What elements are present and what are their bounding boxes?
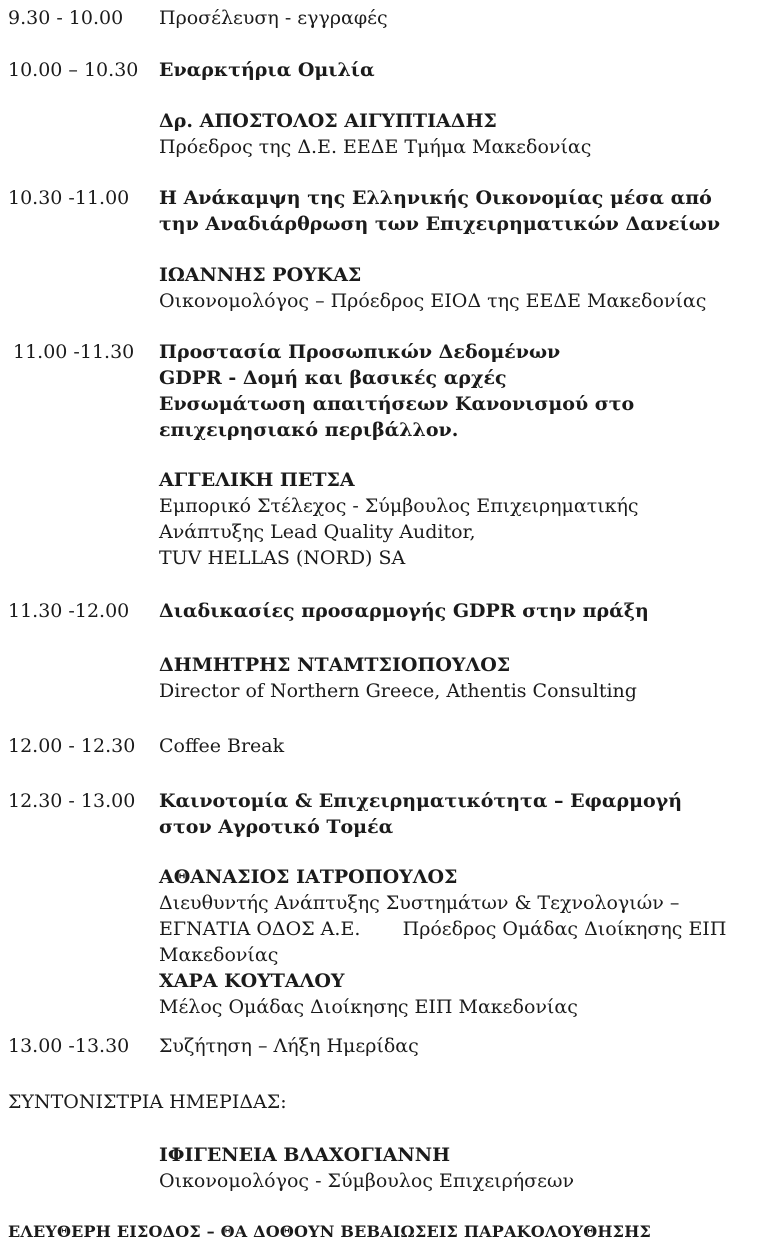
speaker-name: ΔΗΜΗΤΡΗΣ ΝΤΑΜΤΣΙΟΠΟΥΛΟΣ	[159, 654, 511, 676]
session-time: 11.30 -12.00	[8, 600, 130, 622]
speaker-name: ΧΑΡΑ ΚΟΥΤΑΛΟΥ	[159, 970, 345, 992]
session-time: 10.00 – 10.30	[8, 59, 139, 81]
session-title: την Αναδιάρθρωση των Επιχειρηματικών Δανείων	[159, 213, 721, 235]
speaker-name: ΑΘΑΝΑΣΙΟΣ ΙΑΤΡΟΠΟΥΛΟΣ	[159, 866, 458, 888]
moderator-role: Οικονομολόγος - Σύμβουλος Επιχειρήσεων	[159, 1170, 575, 1192]
speaker-name: ΙΩΑΝΝΗΣ ΡΟΥΚΑΣ	[159, 264, 362, 286]
speaker-role: Πρόεδρος της Δ.Ε. ΕΕΔΕ Τμήμα Μακεδονίας	[159, 136, 592, 158]
speaker-role: Μακεδονίας	[159, 944, 279, 966]
session-title: Εναρκτήρια Ομιλία	[159, 59, 375, 81]
speaker-role: Ανάπτυξης Lead Quality Auditor,	[159, 521, 476, 543]
session-time: 13.00 -13.30	[8, 1035, 130, 1057]
session-title: GDPR - Δομή και βασικές αρχές	[159, 367, 507, 389]
moderator-name: ΙΦΙΓΕΝΕΙΑ ΒΛΑΧΟΓΙΑΝΝΗ	[159, 1144, 451, 1166]
speaker-role: Μέλος Ομάδας Διοίκησης ΕΙΠ Μακεδονίας	[159, 996, 578, 1018]
speaker-role: Διευθυντής Ανάπτυξης Συστημάτων & Τεχνολογιών –	[159, 892, 680, 914]
session-title: στον Αγροτικό Τομέα	[159, 816, 394, 838]
session-time: 10.30 -11.00	[8, 187, 130, 209]
session-time: 12.30 - 13.00	[8, 790, 136, 812]
session-title: Προσέλευση - εγγραφές	[159, 7, 388, 29]
session-time: 12.00 - 12.30	[8, 735, 136, 757]
speaker-role: TUV HELLAS (NORD) SA	[159, 547, 406, 569]
session-title: Διαδικασίες προσαρμογής GDPR στην πράξη	[159, 600, 649, 622]
speaker-role: Director of Northern Greece, Athentis Consulting	[159, 680, 637, 702]
session-title: Συζήτηση – Λήξη Ημερίδας	[159, 1035, 419, 1057]
session-title: Καινοτομία & Επιχειρηματικότητα – Εφαρμογή	[159, 790, 683, 812]
session-title: Ενσωμάτωση απαιτήσεων Κανονισμού στο	[159, 393, 635, 415]
session-title: Coffee Break	[159, 735, 285, 757]
moderator-heading: ΣΥΝΤΟΝΙΣΤΡΙΑ ΗΜΕΡΙΔΑΣ:	[8, 1091, 287, 1113]
speaker-role: Εμπορικό Στέλεχος - Σύμβουλος Επιχειρηματικής	[159, 495, 639, 517]
speaker-role: Οικονομολόγος – Πρόεδρος ΕΙΟΔ της ΕΕΔΕ Μακεδονίας	[159, 290, 707, 312]
speaker-name: ΑΓΓΕΛΙΚΗ ΠΕΤΣΑ	[159, 469, 355, 491]
footer-note: ΕΛΕΥΘΕΡΗ ΕΙΣΟΔΟΣ – ΘΑ ΔΟΘΟΥΝ ΒΕΒΑΙΩΣΕΙΣ ΠΑΡΑΚΟΛΟΥΘΗΣΗΣ	[8, 1222, 652, 1241]
session-time: 9.30 - 10.00	[8, 7, 124, 29]
session-title: επιχειρησιακό περιβάλλον.	[159, 419, 459, 441]
speaker-role: ΕΓΝΑΤΙΑ ΟΔΟΣ Α.Ε. Πρόεδρος Ομάδας Διοίκησης ΕΙΠ	[159, 918, 727, 940]
speaker-name: Δρ. ΑΠΟΣΤΟΛΟΣ ΑΙΓΥΠΤΙΑΔΗΣ	[159, 110, 497, 132]
session-title: Προστασία Προσωπικών Δεδομένων	[159, 341, 561, 363]
session-title: Η Ανάκαμψη της Ελληνικής Οικονομίας μέσα από	[159, 187, 712, 209]
session-time: 11.00 -11.30	[13, 341, 135, 363]
